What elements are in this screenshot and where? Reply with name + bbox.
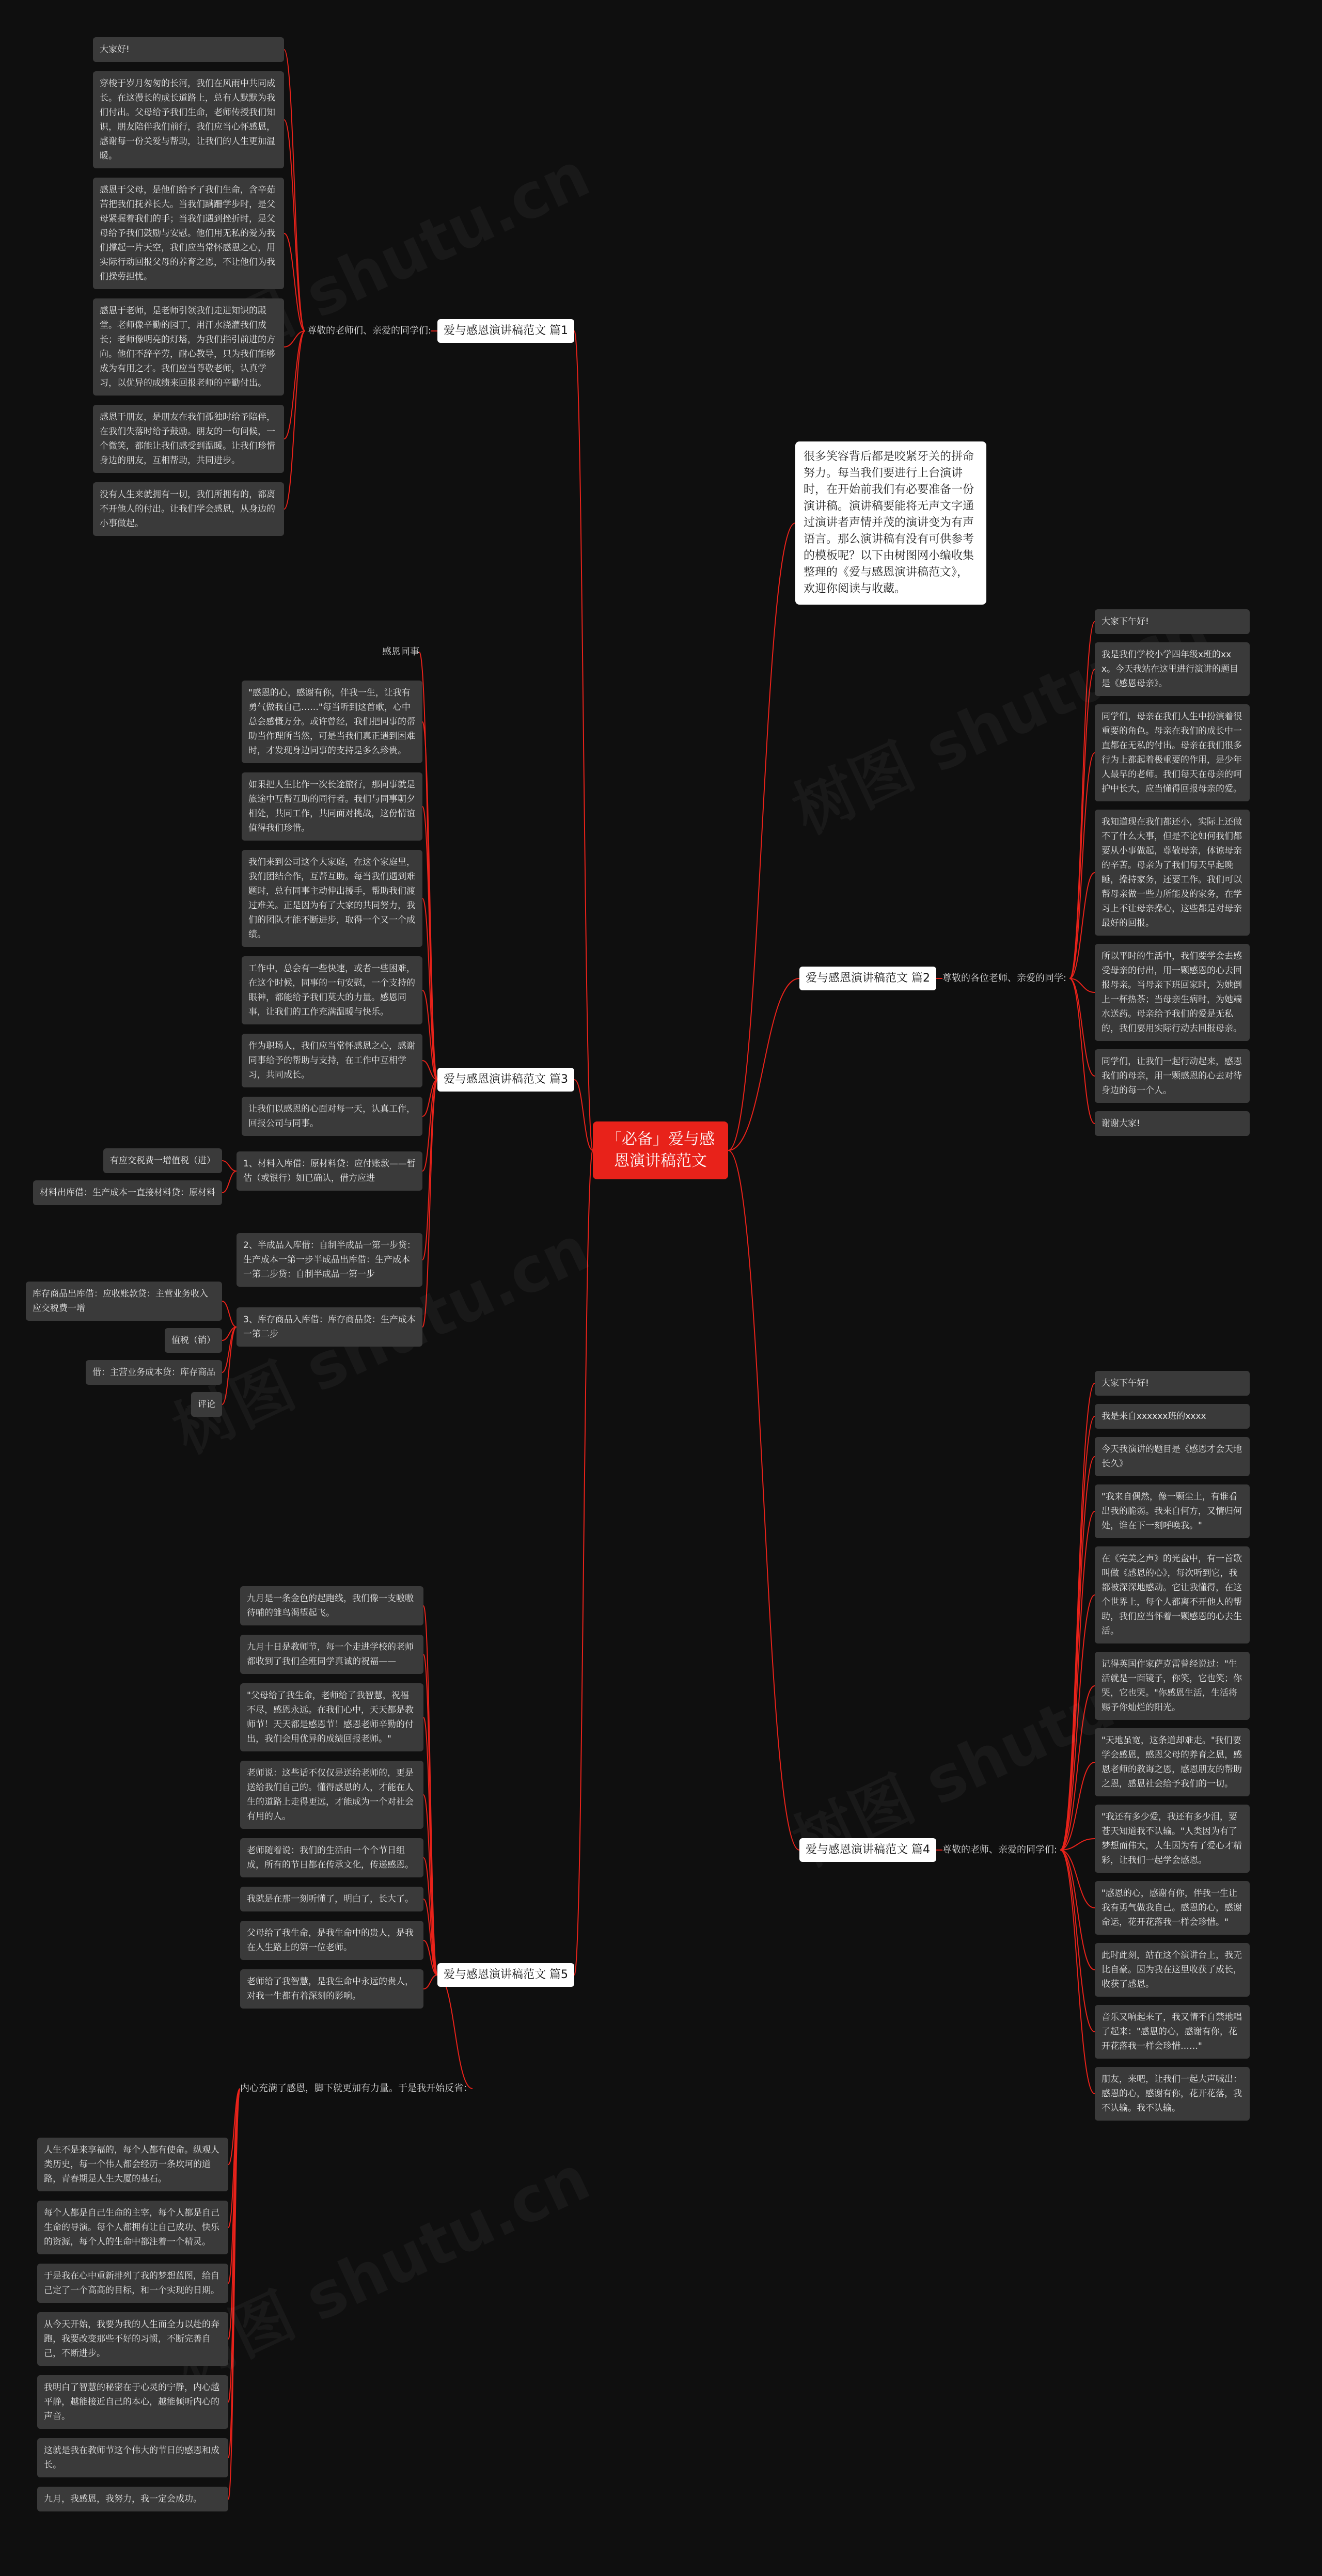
connector bbox=[574, 1150, 593, 1975]
leaf-node[interactable]: 在《完美之声》的光盘中，有一首歌叫做《感恩的心》，每次听到它，我都被深深地感动。它让我懂得，在这个世界上，每个人都离不开他人的帮助，我们应当怀着一颗感恩的心去生活。 bbox=[1095, 1546, 1250, 1643]
leaf-node[interactable]: 所以平时的生活中，我们要学会去感受母亲的付出，用一颗感恩的心去回报母亲。当母亲下班回家时，为她倒上一杯热茶；当母亲生病时，为她端水送药。母亲给予我们的爱是无私的，我们要用实际行动去回报母亲。 bbox=[1095, 944, 1250, 1041]
connector bbox=[222, 1161, 237, 1171]
greeting-label[interactable]: 感恩同事 bbox=[382, 646, 419, 657]
leaf-node[interactable]: 如果把人生比作一次长途旅行，那同事就是旅途中互帮互助的同行者。我们与同事朝夕相处，共同工作，共同面对挑战，这份情谊值得我们珍惜。 bbox=[242, 772, 422, 841]
leaf-node[interactable]: 九月，我感恩，我努力，我一定会成功。 bbox=[37, 2487, 228, 2511]
leaf-node[interactable]: 我是来自xxxxxx班的xxxx bbox=[1095, 1404, 1250, 1429]
greeting-label[interactable]: 尊敬的老师、亲爱的同学们: bbox=[942, 1844, 1058, 1855]
accounting-node[interactable]: 2、半成品入库借：自制半成品一第一步贷：生产成本一第一步半成品出库借：生产成本一第二步贷：自制半成品一第一步 bbox=[237, 1233, 422, 1287]
connector bbox=[1069, 978, 1095, 992]
leaf-node[interactable]: 此时此刻，站在这个演讲台上，我无比自豪。因为我在这里收获了成长，收获了感恩。 bbox=[1095, 1943, 1250, 1997]
branch-node[interactable]: 爱与感恩演讲稿范文 篇4 bbox=[799, 1838, 936, 1862]
accounting-leaf[interactable]: 库存商品出库借：应收账款贷：主营业务收入应交税费一增 bbox=[26, 1282, 222, 1321]
leaf-node[interactable]: "感恩的心，感谢有你，伴我一生让我有勇气做我自己。感恩的心，感谢命运，花开花落我一样会珍惜。" bbox=[1095, 1881, 1250, 1935]
connector bbox=[284, 331, 305, 509]
leaf-node[interactable]: 感恩于朋友，是朋友在我们孤独时给予陪伴，在我们失落时给予鼓励。朋友的一句问候，一个微笑，都能让我们感受到温暖。让我们珍惜身边的朋友，互相帮助，共同进步。 bbox=[93, 405, 284, 473]
reflection-label[interactable]: 内心充满了感恩，脚下就更加有力量。于是我开始反省： bbox=[240, 2083, 473, 2094]
leaf-node[interactable]: 老师随着说：我们的生活由一个个节日组成，所有的节日都在传承文化，传递感恩。 bbox=[240, 1838, 423, 1877]
leaf-node[interactable]: 我们来到公司这个大家庭，在这个家庭里，我们团结合作，互帮互助。每当我们遇到难题时，总有同事主动伸出援手，帮助我们渡过难关。正是因为有了大家的共同努力，我们的团队才能不断进步，取得一个又一个成绩。 bbox=[242, 850, 422, 947]
connector bbox=[422, 1080, 437, 1171]
leaf-node[interactable]: 我是我们学校小学四年级x班的xxx。今天我站在这里进行演讲的题目是《感恩母亲》。 bbox=[1095, 642, 1250, 696]
leaf-node[interactable]: 记得英国作家萨克雷曾经说过："生活就是一面镜子，你笑，它也笑；你哭，它也哭。"你感恩生活，生活将赐予你灿烂的阳光。 bbox=[1095, 1652, 1250, 1720]
accounting-leaf[interactable]: 材料出库借：生产成本一直接材料贷：原材料 bbox=[33, 1180, 222, 1205]
intro-card[interactable]: 很多笑容背后都是咬紧牙关的拼命努力。每当我们要进行上台演讲时，在开始前我们有必要准备一份演讲稿。演讲稿要能将无声文字通过演讲者声情并茂的演讲变为有声语言。那么演讲稿有没有可供参考的模板呢？以下由树图网小编收集整理的《爱与感恩演讲稿范文》，欢迎你阅读与收藏。 bbox=[795, 441, 986, 605]
leaf-node[interactable]: 老师说：这些话不仅仅是送给老师的，更是送给我们自己的。懂得感恩的人，才能在人生的道路上走得更远，才能成为一个对社会有用的人。 bbox=[240, 1761, 423, 1829]
connector bbox=[423, 1975, 437, 1989]
leaf-node[interactable]: 大家好! bbox=[93, 37, 284, 62]
connector bbox=[284, 50, 305, 331]
branch-node[interactable]: 爱与感恩演讲稿范文 篇5 bbox=[437, 1963, 574, 1987]
connector bbox=[284, 233, 305, 331]
connector bbox=[1069, 978, 1095, 1124]
leaf-node[interactable]: "我还有多少爱，我还有多少泪，要苍天知道我不认输。"人类因为有了梦想而伟大，人生因为有了爱心才精彩，让我们一起学会感恩。 bbox=[1095, 1805, 1250, 1873]
leaf-node[interactable]: 我明白了智慧的秘密在于心灵的宁静，内心越平静，越能接近自己的本心，越能倾听内心的声音。 bbox=[37, 2375, 228, 2429]
connector bbox=[728, 523, 795, 1150]
connector bbox=[222, 1171, 237, 1193]
leaf-node[interactable]: 这就是我在教师节这个伟大的节日的感恩和成长。 bbox=[37, 2438, 228, 2477]
connector bbox=[1060, 1686, 1095, 1850]
greeting-label[interactable]: 尊敬的各位老师、亲爱的同学: bbox=[942, 973, 1067, 984]
connector bbox=[422, 722, 437, 1080]
leaf-node[interactable]: 作为职场人，我们应当常怀感恩之心，感谢同事给予的帮助与支持，在工作中互相学习，共同成长。 bbox=[242, 1034, 422, 1087]
leaf-node[interactable]: 父母给了我生命，是我生命中的贵人，是我在人生路上的第一位老师。 bbox=[240, 1921, 423, 1960]
leaf-node[interactable]: 穿梭于岁月匆匆的长河，我们在风雨中共同成长。在这漫长的成长道路上，总有人默默为我们付出。父母给予我们生命，老师传授我们知识，朋友陪伴我们前行，我们应当心怀感恩，感谢每一份关爱与帮助，让我们的人生更加温暖。 bbox=[93, 71, 284, 168]
connector bbox=[1069, 978, 1095, 1076]
accounting-leaf[interactable]: 借：主营业务成本贷：库存商品 bbox=[86, 1360, 222, 1385]
accounting-node[interactable]: 3、库存商品入库借：库存商品贷：生产成本一第二步 bbox=[237, 1307, 422, 1347]
connector bbox=[437, 1975, 473, 2089]
branch-node[interactable]: 爱与感恩演讲稿范文 篇3 bbox=[437, 1068, 574, 1092]
connector bbox=[1069, 669, 1095, 978]
connector bbox=[284, 120, 305, 331]
greeting-label[interactable]: 尊敬的老师们、亲爱的同学们: bbox=[307, 325, 432, 336]
connector bbox=[1060, 1511, 1095, 1850]
accounting-leaf[interactable]: 评论 bbox=[191, 1392, 222, 1417]
leaf-node[interactable]: "我来自偶然，像一颗尘土，有谁看出我的脆弱。我来自何方，又情归何处，谁在下一刻呼唤我。" bbox=[1095, 1484, 1250, 1538]
leaf-node[interactable]: 感恩于老师，是老师引领我们走进知识的殿堂。老师像辛勤的园丁，用汗水浇灌我们成长；老师像明亮的灯塔，为我们指引前进的方向。他们不辞辛劳，耐心教导，只为我们能够成为有用之才。我们应当尊敬老师，认真学习，以优异的成绩来回报老师的辛勤付出。 bbox=[93, 298, 284, 396]
connector bbox=[222, 1301, 237, 1327]
leaf-node[interactable]: 我就是在那一刻听懂了，明白了，长大了。 bbox=[240, 1887, 423, 1911]
connector bbox=[1060, 1850, 1095, 2094]
leaf-node[interactable]: "父母给了我生命，老师给了我智慧，祝福不尽，感恩永远。在我们心中，天天都是教师节！天天都是感恩节！感恩老师辛勤的付出，我们会用优异的成绩回报老师。" bbox=[240, 1683, 423, 1751]
leaf-node[interactable]: "感恩的心，感谢有你，伴我一生，让我有勇气做我自己……"每当听到这首歌，心中总会感慨万分。或许曾经，我们把同事的帮助当作理所当然，可是当我们真正遇到困难时，才发现身边同事的支持是多么珍贵。 bbox=[242, 681, 422, 763]
leaf-node[interactable]: 于是我在心中重新排列了我的梦想蓝图，给自己定了一个高高的目标，和一个实现的日期。 bbox=[37, 2264, 228, 2303]
connector bbox=[1060, 1457, 1095, 1850]
connector bbox=[1060, 1850, 1095, 1970]
center-topic[interactable]: 「必备」爱与感恩演讲稿范文 bbox=[593, 1121, 728, 1179]
branch-node[interactable]: 爱与感恩演讲稿范文 篇2 bbox=[799, 967, 936, 990]
connector bbox=[422, 1080, 437, 1327]
leaf-node[interactable]: 老师给了我智慧，是我生命中永远的贵人，对我一生都有着深刻的影响。 bbox=[240, 1969, 423, 2009]
connector bbox=[574, 331, 593, 1150]
accounting-node[interactable]: 1、材料入库借：原材料贷：应付账款——暂估（或银行）如已确认，借方应进 bbox=[237, 1151, 422, 1191]
leaf-node[interactable]: 大家下午好! bbox=[1095, 609, 1250, 634]
leaf-node[interactable]: 我知道现在我们都还小，实际上还做不了什么大事，但是不论如何我们都要从小事做起，尊敬母亲，体谅母亲的辛苦。母亲为了我们每天早起晚睡，操持家务，还要工作。我们可以帮母亲做一些力所能及的家务，在学习上不让母亲操心，这些都是对母亲最好的回报。 bbox=[1095, 810, 1250, 936]
leaf-node[interactable]: 让我们以感恩的心面对每一天，认真工作，回报公司与同事。 bbox=[242, 1097, 422, 1136]
connector bbox=[423, 1654, 437, 1975]
leaf-node[interactable]: 同学们，让我们一起行动起来，感恩我们的母亲，用一颗感恩的心去对待身边的每一个人。 bbox=[1095, 1049, 1250, 1103]
leaf-node[interactable]: 没有人生来就拥有一切，我们所拥有的，都离不开他人的付出。让我们学会感恩，从身边的小事做起。 bbox=[93, 482, 284, 536]
leaf-node[interactable]: 音乐又响起来了，我又情不自禁地唱了起来："感恩的心，感谢有你，花开花落我一样会珍惜……" bbox=[1095, 2005, 1250, 2059]
leaf-node[interactable]: "天地虽宽，这条道却难走。"我们要学会感恩，感恩父母的养育之恩，感恩老师的教诲之恩，感恩朋友的帮助之恩，感恩社会给予我们的一切。 bbox=[1095, 1728, 1250, 1796]
leaf-node[interactable]: 今天我演讲的题目是《感恩才会天地长久》 bbox=[1095, 1437, 1250, 1476]
connector bbox=[1060, 1416, 1095, 1850]
leaf-node[interactable]: 工作中，总会有一些快速，或者一些困难，在这个时候，同事的一句安慰，一个支持的眼神，都能给予我们莫大的力量。感恩同事，让我们的工作充满温暖与快乐。 bbox=[242, 956, 422, 1024]
leaf-node[interactable]: 人生不是来享福的，每个人都有使命。纵观人类历史，每一个伟人都会经历一条坎坷的道路，青春期是人生大厦的基石。 bbox=[37, 2138, 228, 2191]
accounting-leaf[interactable]: 值税（销） bbox=[165, 1328, 222, 1353]
leaf-node[interactable]: 感恩于父母，是他们给予了我们生命，含辛茹苦把我们抚养长大。当我们蹒跚学步时，是父母紧握着我们的手；当我们遇到挫折时，是父母给予我们鼓励与安慰。他们用无私的爱为我们撑起一片天空，我们应当常怀感恩之心，用实际行动回报父母的养育之恩，不让他们为我们操劳担忧。 bbox=[93, 178, 284, 289]
leaf-node[interactable]: 大家下午好! bbox=[1095, 1371, 1250, 1396]
leaf-node[interactable]: 朋友，来吧，让我们一起大声喊出：感恩的心，感谢有你，花开花落，我不认输。我不认输。 bbox=[1095, 2067, 1250, 2121]
connector bbox=[422, 1080, 437, 1260]
leaf-node[interactable]: 同学们，母亲在我们人生中扮演着很重要的角色。母亲在我们的成长中一直都在无私的付出。母亲在我们很多行为上都起着极重要的作用，是少年人最早的老师。我们每天在母亲的呵护中长大，应当懂得回报母亲的爱。 bbox=[1095, 704, 1250, 801]
connector bbox=[1060, 1383, 1095, 1850]
connector bbox=[222, 1327, 237, 1404]
connector bbox=[1069, 873, 1095, 978]
branch-node[interactable]: 爱与感恩演讲稿范文 篇1 bbox=[437, 319, 574, 343]
leaf-node[interactable]: 从今天开始，我要为我的人生而全力以赴的奔跑，我要改变那些不好的习惯，不断完善自己，不断进步。 bbox=[37, 2312, 228, 2366]
leaf-node[interactable]: 每个人都是自己生命的主宰，每个人都是自己生命的导演。每个人都拥有让自己成功、快乐的资源，每个人的生命中都注着一个精灵。 bbox=[37, 2201, 228, 2254]
leaf-node[interactable]: 九月十日是教师节，每一个走进学校的老师都收到了我们全班同学真诚的祝福—— bbox=[240, 1635, 423, 1674]
connector bbox=[728, 1150, 799, 1850]
leaf-node[interactable]: 谢谢大家! bbox=[1095, 1111, 1250, 1136]
leaf-node[interactable]: 九月是一条金色的起跑线，我们像一支嗷嗷待哺的雏鸟渴望起飞。 bbox=[240, 1586, 423, 1625]
accounting-leaf[interactable]: 有应交税费一增值税（进） bbox=[103, 1148, 222, 1173]
